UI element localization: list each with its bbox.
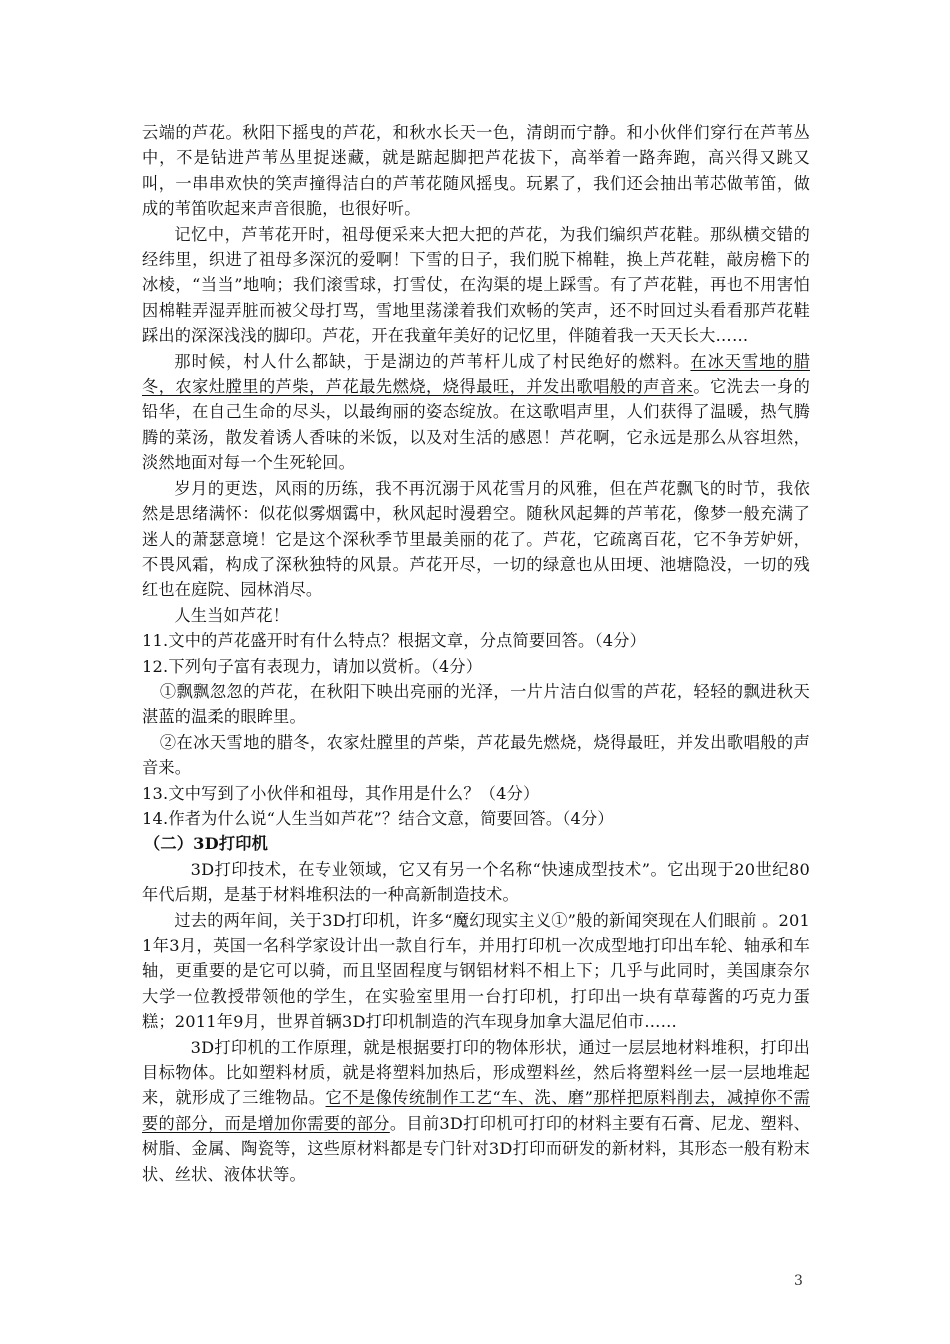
paragraph-3-tail: 。它洗去一身的铅华，在自己生命的尽头，以最绚丽的姿态绽放。在这歌唱声里，人们获得了温暖，热气腾腾的菜汤，散发着诱人香味的米饭，以及对生活的感恩！芦花啊，它永远是那么从容坦然，淡然地面对每一个生死轮回。 xyxy=(142,377,810,473)
passage2-paragraph-2: 过去的两年间，关于3D打印机，许多“魔幻现实主义①”般的新闻突现在人们眼前 。2011年3月，英国一名科学家设计出一款自行车，并用打印机一次成型地打印出车轮、轴承和车轴，更重要的是它可以骑，而且坚固程度与钢铝材料不相上下；几乎与此同时，美国康奈尔大学一位教授带领他的学生，在实验室里用一台打印机，打印出一块有草莓酱的巧克力蛋糕；2011年9月，世界首辆3D打印机制造的汽车现身加拿大温尼伯市…… xyxy=(142,910,810,1032)
passage1-paragraph-3 xyxy=(142,349,810,476)
question-11: 11.文中的芦花盛开时有什么特点？根据文章，分点简要回答。（4分） xyxy=(142,631,646,651)
passage2-paragraph-3 xyxy=(142,1035,810,1187)
underlined-sentence-1: 在冰天雪地的腊冬，农家灶膛里的芦柴，芦花最先燃烧，烧得最旺，并发出歌唱般的声音来 xyxy=(142,351,810,397)
question-14: 14.作者为什么说“人生当如芦花”？结合文意，简要回答。（4分） xyxy=(142,808,614,828)
passage1-paragraph-2: 记忆中，芦苇花开时，祖母便采来大把大把的芦花，为我们编织芦花鞋。那纵横交错的经纬里，织进了祖母多深沉的爱啊！下雪的日子，我们脱下棉鞋，换上芦花鞋，敲房檐下的冰棱，“当当”地响；我们滚雪球，打雪仗，在沟渠的堤上踩雪。有了芦花鞋，再也不用害怕因棉鞋弄湿弄脏而被父母打骂，雪地里荡漾着我们欢畅的笑声，还不时回过头看看那芦花鞋踩出的深深浅浅的脚印。芦花，开在我童年美好的记忆里，伴随着我一天天长大…… xyxy=(142,224,810,346)
question-12-sentence-1: ①飘飘忽忽的芦花，在秋阳下映出亮丽的光泽，一片片洁白似雪的芦花，轻轻的飘进秋天湛蓝的温柔的眼眸里。 xyxy=(142,681,810,727)
page-number: 3 xyxy=(794,1273,803,1289)
underlined-sentence-2: 它不是像传统制作工艺“车、洗、磨”那样把原料削去，减掉你不需要的部分，而是增加你需要的部分 xyxy=(142,1088,810,1133)
paragraph-3-lead: 那时候，村人什么都缺，于是湖边的芦苇杆儿成了村民绝好的燃料。 xyxy=(174,351,691,371)
question-12: 12.下列句子富有表现力，请加以赏析。（4分） xyxy=(142,656,483,676)
passage1-paragraph-5: 人生当如芦花！ xyxy=(174,605,290,625)
paragraph-3-tail: 。目前3D打印机可打印的材料主要有石膏、尼龙、塑料、树脂、金属、陶瓷等，这些原材料都是专门针对3D打印而研发的新材料，其形态一般有粉末状、丝状、液体状等。 xyxy=(142,1113,810,1184)
question-13: 13.文中写到了小伙伴和祖母，其作用是什么？（4分） xyxy=(142,783,540,803)
passage2-paragraph-1: 3D打印技术，在专业领域，它又有另一个名称“快速成型技术”。它出现于20世纪80年代后期，是基于材料堆积法的一种高新制造技术。 xyxy=(142,859,810,905)
question-12-sentence-2: ②在冰天雪地的腊冬，农家灶膛里的芦柴，芦花最先燃烧，烧得最旺，并发出歌唱般的声音来。 xyxy=(142,732,810,778)
paragraph-3-lead: 3D打印机的工作原理，就是根据要打印的物体形状，通过一层层地材料堆积，打印出目标物体。比如塑料材质，就是将塑料加热后，形成塑料丝，然后将塑料丝一层一层地堆起来，就形成了三维物品。 xyxy=(142,1037,810,1108)
passage1-paragraph-1: 云端的芦花。秋阳下摇曳的芦花，和秋水长天一色，清朗而宁静。和小伙伴们穿行在芦苇丛中，不是钻进芦苇丛里捉迷藏，就是踮起脚把芦花拔下，高举着一路奔跑，高兴得又跳又叫，一串串欢快的笑声撞得洁白的芦苇花随风摇曳。玩累了，我们还会抽出苇芯做苇笛，做成的苇笛吹起来声音很脆，也很好听。 xyxy=(142,123,810,219)
passage1-paragraph-4: 岁月的更迭，风雨的历练，我不再沉溺于风花雪月的风雅，但在芦花飘飞的时节，我依然是思绪满怀：似花似雾烟霭中，秋风起时漫碧空。随秋风起舞的芦苇花，像梦一般充满了迷人的萧瑟意境！它是这个深秋季节里最美丽的花了。芦花，它疏离百花，它不争芳妒妍，不畏风霜，构成了深秋独特的风景。芦花开尽，一切的绿意也从田埂、池塘隐没，一切的残红也在庭院、园林消尽。 xyxy=(142,478,810,600)
document-body xyxy=(142,120,810,1187)
passage2-title: （二）3D打印机 xyxy=(144,834,269,854)
